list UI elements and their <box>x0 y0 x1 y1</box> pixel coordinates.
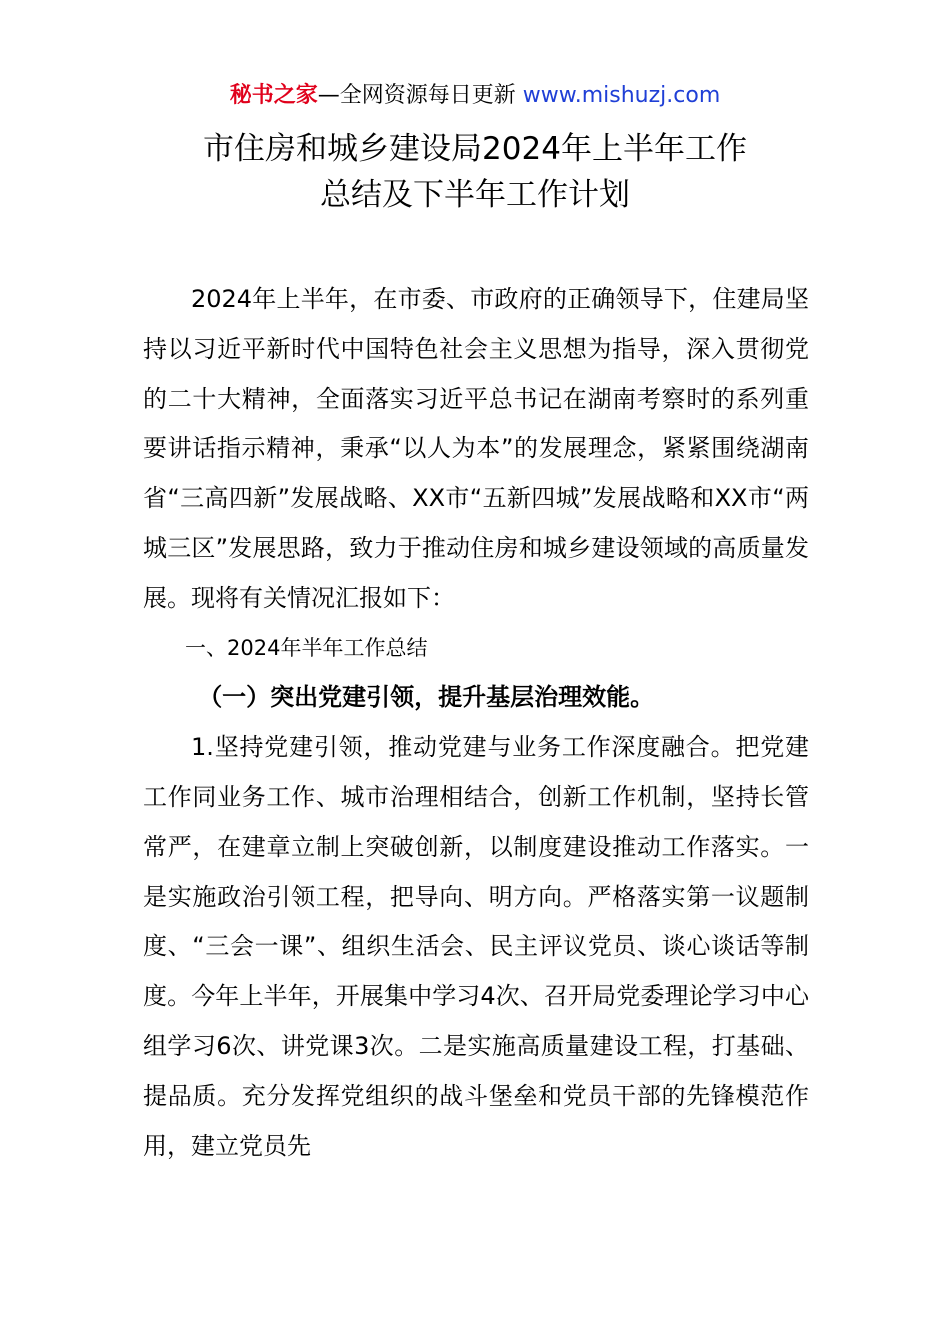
item-paragraph: 1.坚持党建引领，推动党建与业务工作深度融合。把党建工作同业务工作、城市治理相结合，创新工作机制，坚持长管常严，在建章立制上突破创新，以制度建设推动工作落实。一是实施政治引领工程，把导向、明方向。严格落实第一议题制度、“三会一课”、组织生活会、民主评议党员、谈心谈话等制度。今年上半年，开展集中学习4次、召开局党委理论学习中心组学习6次、讲党课3次。二是实施高质量建设工程，打基础、提品质。充分发挥党组织的战斗堡垒和党员干部的先锋模范作用，建立党员先 <box>143 733 809 1160</box>
subsection-heading: （一）突出党建引领，提升基层治理效能。 <box>198 683 655 712</box>
document-body <box>143 275 809 1171</box>
section-heading: 一、2024年半年工作总结 <box>185 635 428 660</box>
header-slogan: —全网资源每日更新 <box>317 83 523 108</box>
intro-paragraph: 2024年上半年，在市委、市政府的正确领导下，住建局坚持以习近平新时代中国特色社会主义思想为指导，深入贯彻党的二十大精神，全面落实习近平总书记在湖南考察时的系列重要讲话指示精神，秉承“以人为本”的发展理念，紧紧围绕湖南省“三高四新”发展战略、XX市“五新四城”发展战略和XX市“两城三区”发展思路，致力于推动住房和城乡建设领域的高质量发展。现将有关情况汇报如下： <box>143 285 809 612</box>
title-line-2: 总结及下半年工作计划 <box>320 177 630 213</box>
site-url-link[interactable]: www.mishuzj.com <box>522 83 721 108</box>
document-title <box>0 126 950 218</box>
site-header <box>0 80 950 112</box>
title-line-1: 市住房和城乡建设局2024年上半年工作 <box>203 131 747 167</box>
brand-name: 秘书之家 <box>229 83 318 108</box>
